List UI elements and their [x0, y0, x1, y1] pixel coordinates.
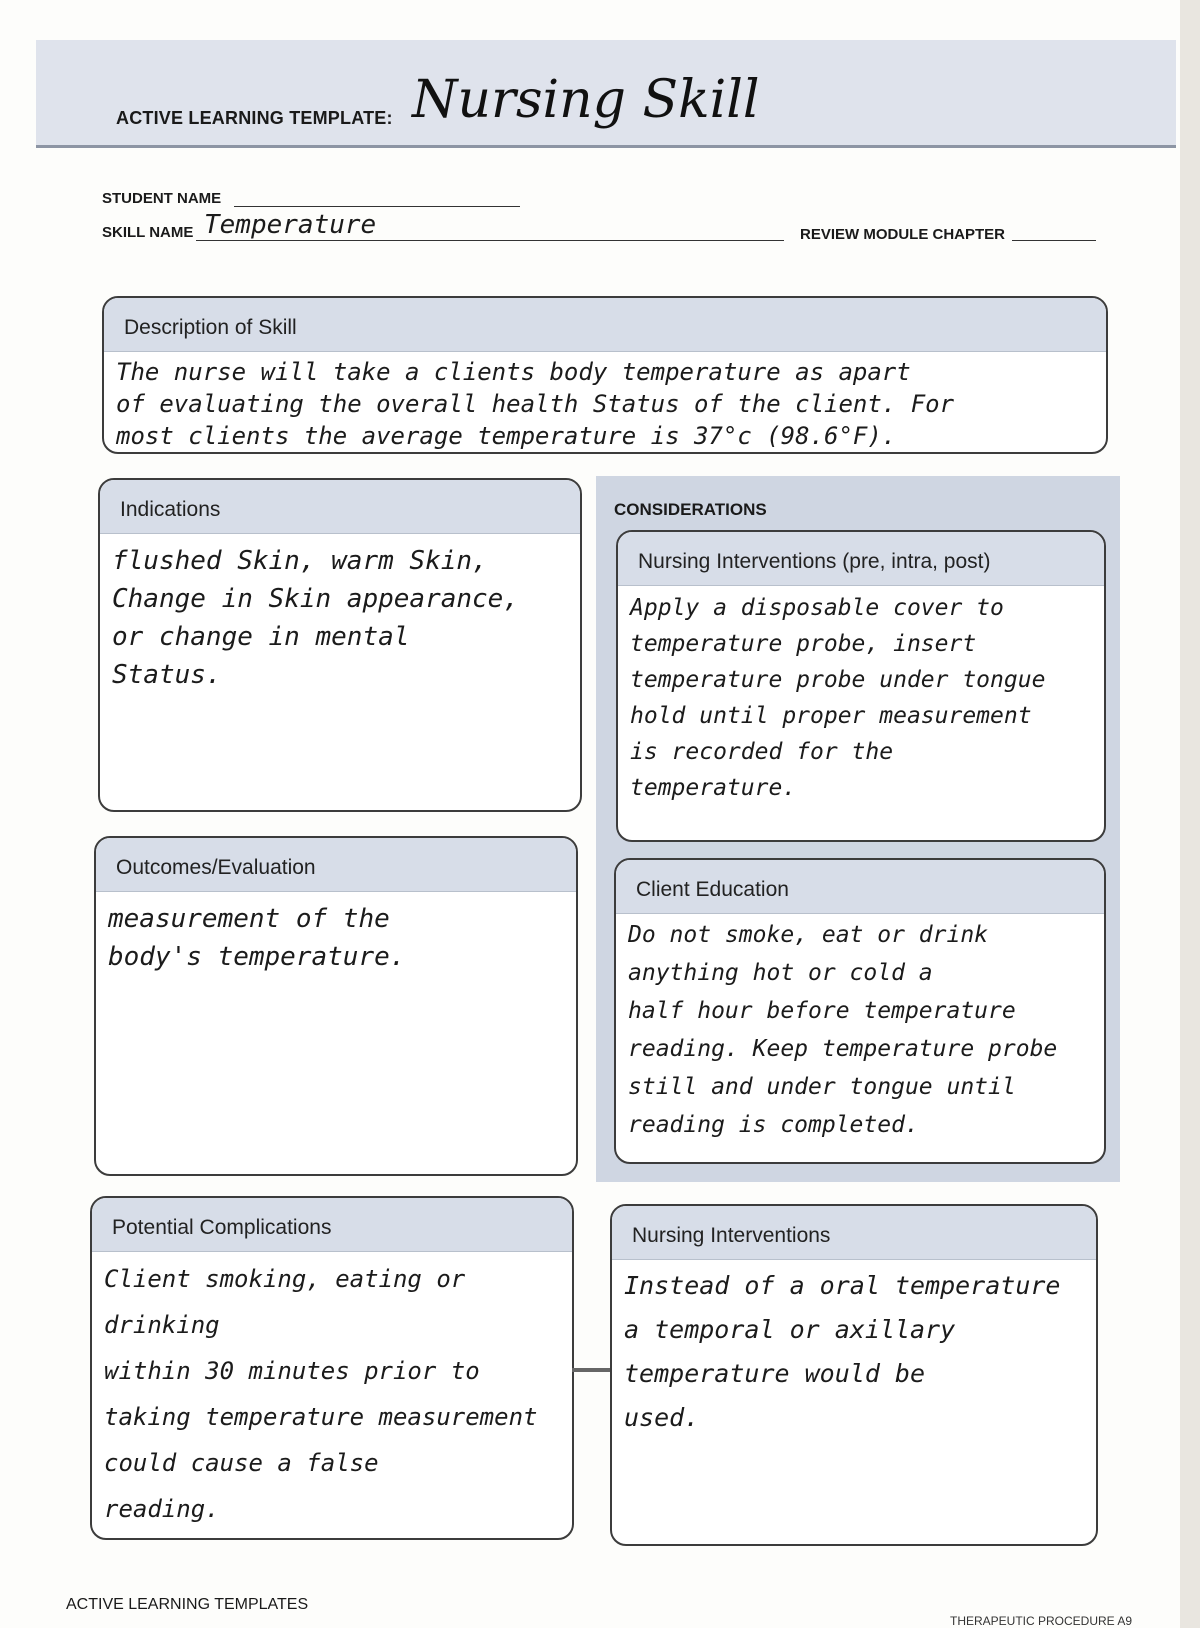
nursing-interventions-ppp-line: hold until proper measurement	[630, 703, 1032, 729]
skill-name-field[interactable]: Temperature	[204, 210, 377, 240]
indications-box[interactable]	[98, 478, 582, 812]
complications-line: within 30 minutes prior to	[104, 1357, 480, 1385]
considerations-label: CONSIDERATIONS	[614, 500, 767, 519]
skill-name-line	[196, 240, 784, 241]
description-text	[104, 352, 1106, 452]
page-title: Nursing Skill	[412, 70, 760, 130]
outcomes-box[interactable]	[94, 836, 578, 1176]
nursing-interventions-ppp-line: temperature probe, insert	[630, 631, 977, 657]
outcomes-text	[96, 892, 576, 976]
nursing-interventions-ppp-line: temperature.	[630, 775, 797, 801]
complications-heading: Potential Complications	[92, 1198, 572, 1252]
nursing-interventions-ppp-text	[618, 586, 1104, 806]
nursing-interventions-ppp-box[interactable]	[616, 530, 1106, 842]
client-education-line: reading. Keep temperature probe	[628, 1036, 1058, 1062]
nursing-interventions-line: used.	[624, 1403, 700, 1432]
indications-line: Status.	[112, 660, 222, 690]
nursing-interventions-box[interactable]	[610, 1204, 1098, 1546]
indications-line: flushed Skin, warm Skin,	[112, 546, 488, 576]
client-education-line: still and under tongue until	[628, 1074, 1016, 1100]
nursing-interventions-line: temperature would be	[624, 1359, 926, 1388]
nursing-interventions-line: Instead of a oral temperature	[624, 1271, 1061, 1300]
footer-right: THERAPEUTIC PROCEDURE A9	[950, 1614, 1133, 1628]
complications-box[interactable]	[90, 1196, 574, 1540]
complications-line: taking temperature measurement	[104, 1403, 538, 1431]
description-line: of evaluating the overall health Status of the client. For	[116, 390, 955, 418]
description-line: most clients the average temperature is 37°c (98.6°F).	[116, 422, 897, 450]
complications-text	[92, 1252, 572, 1532]
student-name-line	[234, 206, 520, 207]
complications-line: reading.	[104, 1495, 220, 1523]
indications-line: or change in mental	[112, 622, 410, 652]
description-box[interactable]	[102, 296, 1108, 454]
skill-name-label: SKILL NAME	[102, 224, 194, 241]
nursing-interventions-ppp-line: temperature probe under tongue	[630, 667, 1046, 693]
client-education-line: Do not smoke, eat or drink	[628, 922, 989, 948]
nursing-interventions-line: a temporal or axillary	[624, 1315, 956, 1344]
complications-line: Client smoking, eating or drinking	[104, 1265, 466, 1339]
review-module-line	[1012, 240, 1096, 241]
description-line: The nurse will take a clients body temperature as apart	[116, 358, 911, 386]
review-module-label: REVIEW MODULE CHAPTER	[800, 226, 1006, 243]
nursing-interventions-heading: Nursing Interventions	[612, 1206, 1096, 1260]
client-education-line: reading is completed.	[628, 1112, 919, 1138]
outcomes-line: measurement of the	[108, 904, 390, 934]
description-heading: Description of Skill	[104, 298, 1106, 352]
student-name-label: STUDENT NAME	[102, 190, 222, 207]
outcomes-line: body's temperature.	[108, 942, 406, 972]
template-label: ACTIVE LEARNING TEMPLATE:	[116, 108, 393, 128]
nursing-interventions-ppp-line: is recorded for the	[630, 739, 894, 765]
client-education-text	[616, 914, 1104, 1144]
client-education-heading: Client Education	[616, 860, 1104, 914]
outcomes-heading: Outcomes/Evaluation	[96, 838, 576, 892]
client-education-line: half hour before temperature	[628, 998, 1016, 1024]
nursing-interventions-text	[612, 1260, 1096, 1440]
nursing-interventions-ppp-heading: Nursing Interventions (pre, intra, post)	[618, 532, 1104, 586]
footer-left: ACTIVE LEARNING TEMPLATES	[66, 1596, 309, 1613]
client-education-box[interactable]	[614, 858, 1106, 1164]
indications-line: Change in Skin appearance,	[112, 584, 519, 614]
box-connector	[572, 1368, 610, 1372]
indications-text	[100, 534, 580, 694]
complications-line: could cause a false	[104, 1449, 379, 1477]
nursing-interventions-ppp-line: Apply a disposable cover to	[630, 595, 1004, 621]
indications-heading: Indications	[100, 480, 580, 534]
client-education-line: anything hot or cold a	[628, 960, 933, 986]
